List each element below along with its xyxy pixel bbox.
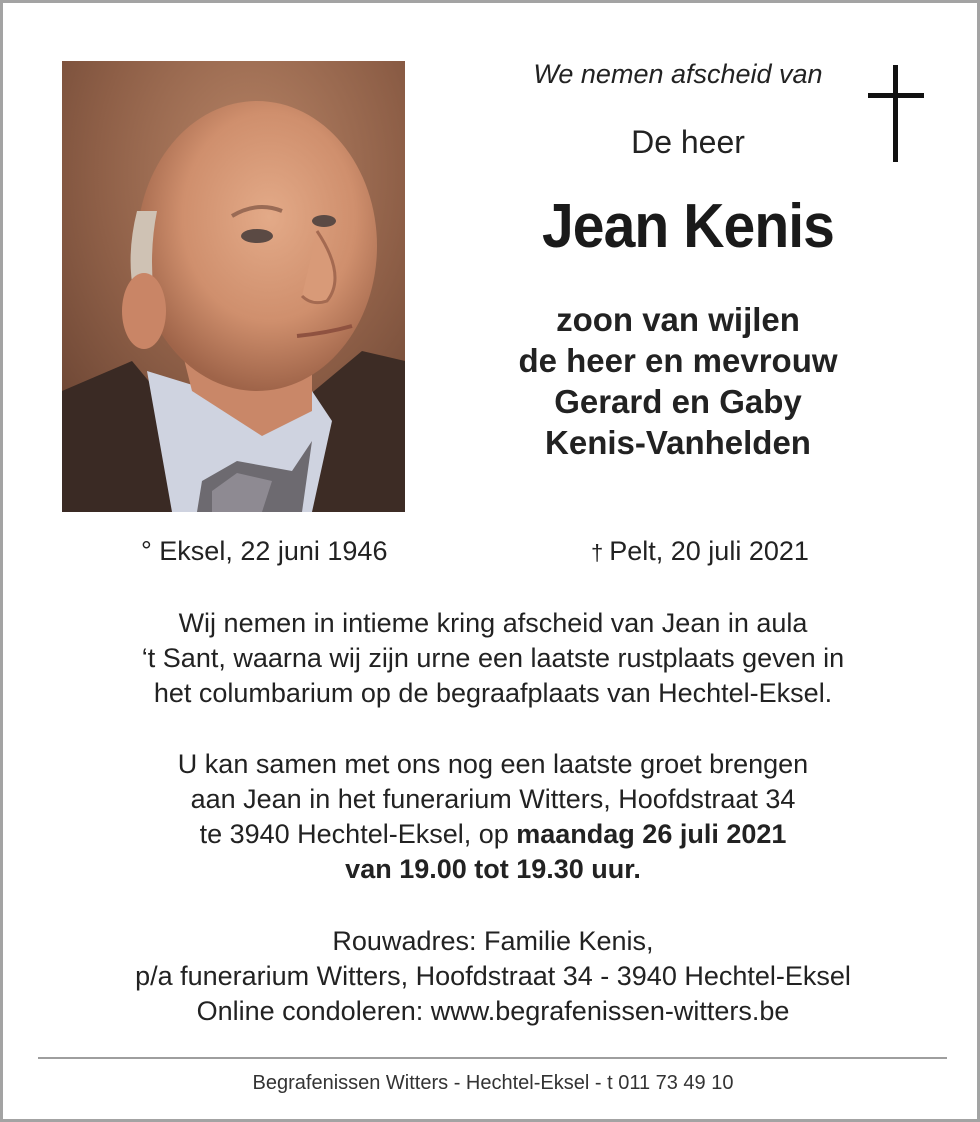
dagger-icon: † — [591, 540, 604, 565]
salutation: De heer — [631, 124, 745, 160]
visit-date: maandag 26 juli 2021 — [516, 819, 787, 849]
address-line: Rouwadres: Familie Kenis, — [332, 926, 654, 956]
farewell-line: ‘t Sant, waarna wij zijn urne een laatste rustplaats geven in — [141, 643, 845, 673]
visit-line — [33, 817, 953, 852]
birth-info: ° Eksel, 22 juni 1946 — [141, 536, 388, 566]
visit-location-text: te 3940 Hechtel-Eksel, op — [199, 819, 517, 849]
footer-text: Begrafenissen Witters - Hechtel-Eksel - t 011 73 49 10 — [252, 1072, 734, 1094]
farewell-line: Wij nemen in intieme kring afscheid van Jean in aula — [178, 608, 808, 638]
visit-line — [33, 852, 953, 887]
parents-block — [443, 299, 913, 463]
parents-line: de heer en mevrouw — [518, 342, 838, 379]
address-paragraph — [33, 924, 953, 1029]
deceased-name: Jean Kenis — [541, 192, 834, 261]
parents-line: Gerard en Gaby — [554, 383, 802, 420]
divider — [38, 1057, 947, 1059]
parents-line: Kenis-Vanhelden — [545, 424, 811, 461]
farewell-paragraph — [33, 606, 953, 711]
address-line: p/a funerarium Witters, Hoofdstraat 34 - 3940 Hechtel-Eksel — [135, 961, 851, 991]
farewell-line: het columbarium op de begraafplaats van Hechtel-Eksel. — [153, 678, 833, 708]
death-text: Pelt, 20 juli 2021 — [609, 536, 809, 566]
visitation-paragraph — [33, 747, 953, 887]
death-info — [591, 536, 809, 567]
address-line: Online condoleren: www.begrafenissen-witters.be — [196, 996, 790, 1026]
intro-text: We nemen afscheid van — [533, 59, 823, 89]
portrait-photo — [62, 61, 405, 512]
parents-line: zoon van wijlen — [556, 301, 800, 338]
visit-line: aan Jean in het funerarium Witters, Hoofdstraat 34 — [190, 784, 796, 814]
visit-line: U kan samen met ons nog een laatste groet brengen — [177, 749, 809, 779]
visit-time: van 19.00 tot 19.30 uur. — [345, 854, 641, 884]
